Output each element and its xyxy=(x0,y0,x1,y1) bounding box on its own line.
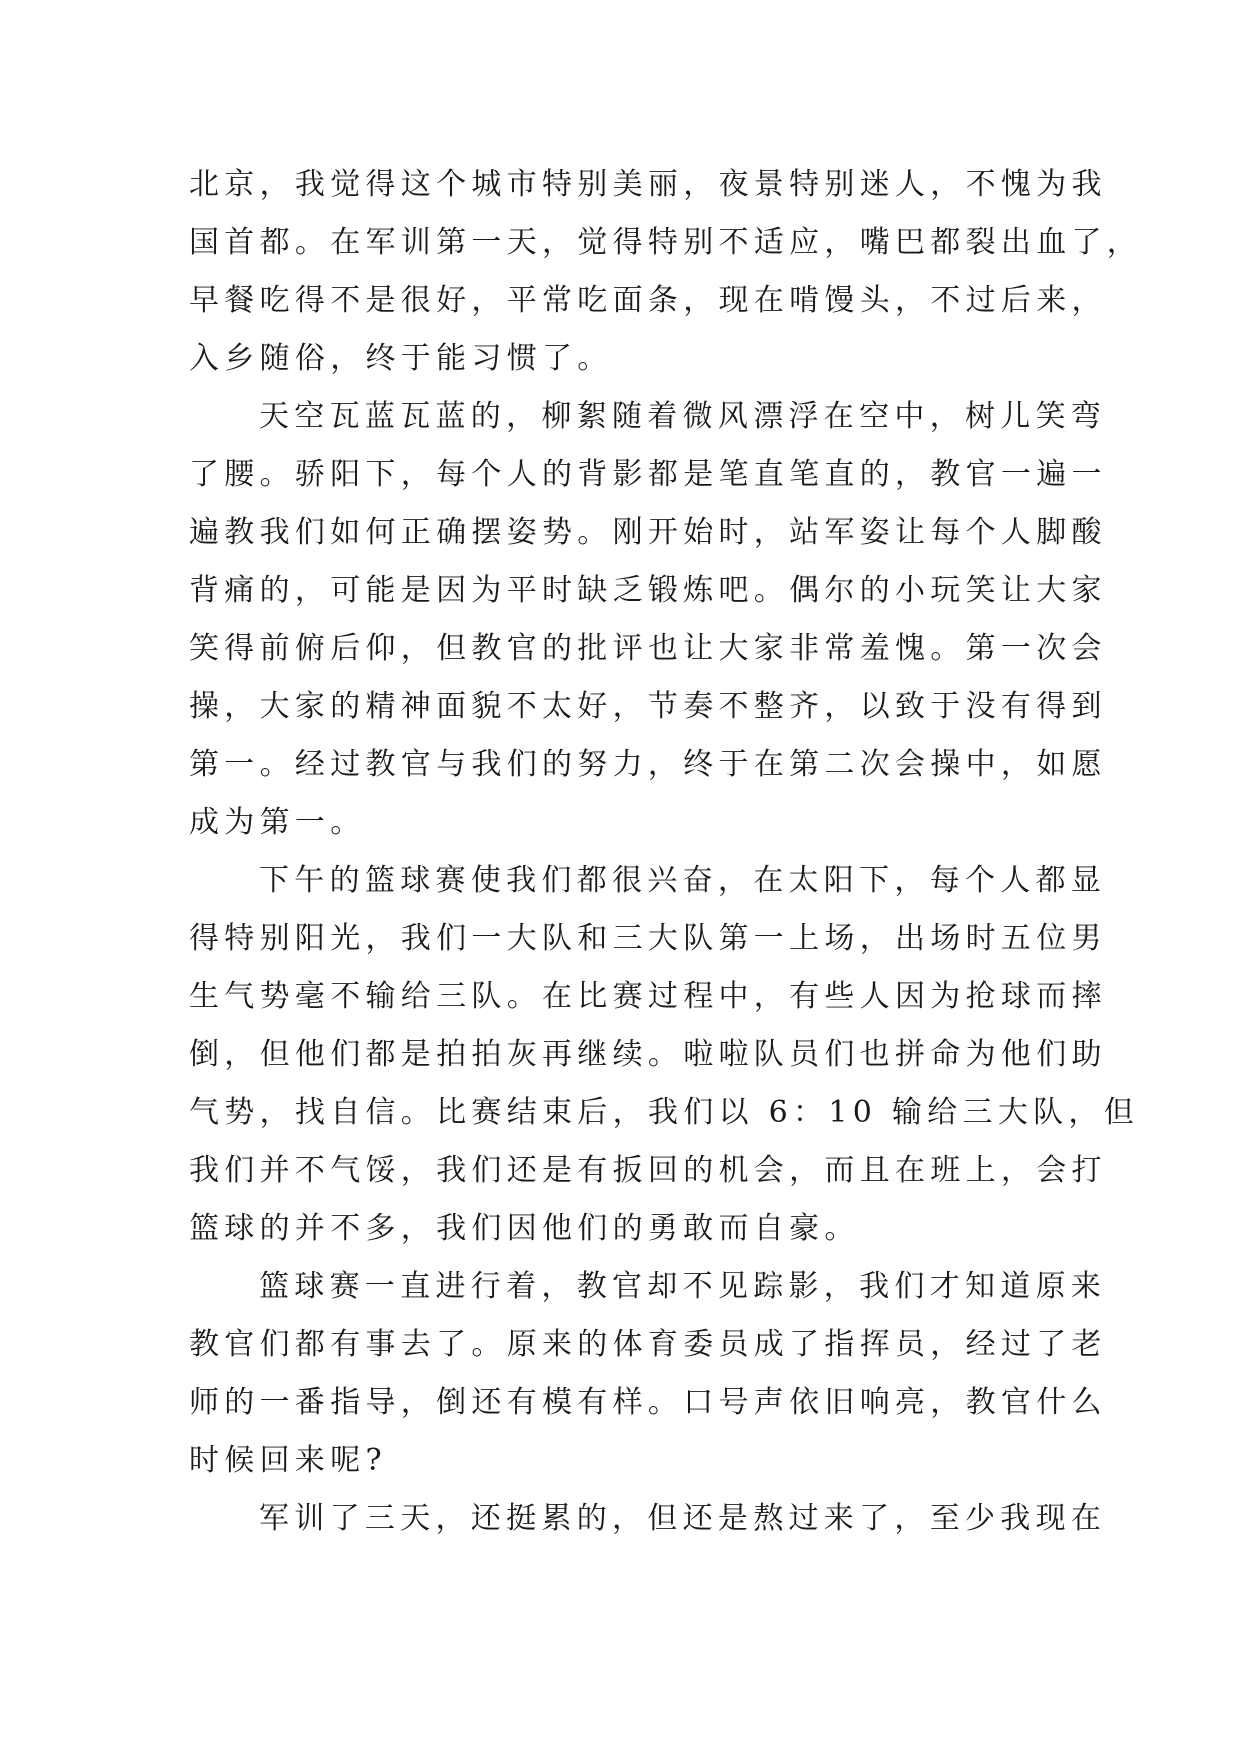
text-line: 了腰。骄阳下，每个人的背影都是笔直笔直的，教官一遍一 xyxy=(189,457,1107,492)
text-line: 生气势毫不输给三队。在比赛过程中，有些人因为抢球而摔 xyxy=(189,979,1107,1014)
text-line: 天空瓦蓝瓦蓝的，柳絮随着微风漂浮在空中，树儿笑弯 xyxy=(259,399,1107,434)
paragraph xyxy=(189,852,1140,1258)
text-line: 背痛的，可能是因为平时缺乏锻炼吧。偶尔的小玩笑让大家 xyxy=(189,573,1107,608)
text-line: 北京，我觉得这个城市特别美丽，夜景特别迷人，不愧为我 xyxy=(189,167,1107,202)
text-line: 教官们都有事去了。原来的体育委员成了指挥员，经过了老 xyxy=(189,1327,1107,1362)
text-line: 篮球赛一直进行着，教官却不见踪影，我们才知道原来 xyxy=(259,1269,1107,1304)
paragraph xyxy=(189,388,1107,852)
text-line: 时候回来呢? xyxy=(189,1443,387,1478)
paragraph xyxy=(189,1258,1107,1490)
text-line: 第一。经过教官与我们的努力，终于在第二次会操中，如愿 xyxy=(189,747,1107,782)
text-line: 入乡随俗，终于能习惯了。 xyxy=(189,341,613,376)
text-line: 成为第一。 xyxy=(189,805,366,840)
paragraph xyxy=(189,1490,1107,1548)
body-text xyxy=(189,156,1143,1548)
text-line: 气势，找自信。比赛结束后，我们以 6：10 输给三大队，但 xyxy=(189,1095,1140,1130)
text-line: 操，大家的精神面貌不太好，节奏不整齐，以致于没有得到 xyxy=(189,689,1107,724)
text-line: 军训了三天，还挺累的，但还是熬过来了，至少我现在 xyxy=(259,1501,1107,1536)
text-line: 篮球的并不多，我们因他们的勇敢而自豪。 xyxy=(189,1211,860,1246)
text-line: 早餐吃得不是很好，平常吃面条，现在啃馒头，不过后来， xyxy=(189,283,1107,318)
text-line: 我们并不气馁，我们还是有扳回的机会，而且在班上，会打 xyxy=(189,1153,1107,1188)
text-line: 倒，但他们都是拍拍灰再继续。啦啦队员们也拼命为他们助 xyxy=(189,1037,1107,1072)
text-line: 遍教我们如何正确摆姿势。刚开始时，站军姿让每个人脚酸 xyxy=(189,515,1107,550)
text-line: 笑得前俯后仰，但教官的批评也让大家非常羞愧。第一次会 xyxy=(189,631,1107,666)
text-line: 得特别阳光，我们一大队和三大队第一上场，出场时五位男 xyxy=(189,921,1107,956)
text-line: 国首都。在军训第一天，觉得特别不适应，嘴巴都裂出血了， xyxy=(189,225,1143,260)
text-line: 下午的篮球赛使我们都很兴奋，在太阳下，每个人都显 xyxy=(259,863,1107,898)
paragraph xyxy=(189,156,1143,388)
text-line: 师的一番指导，倒还有模有样。口号声依旧响亮，教官什么 xyxy=(189,1385,1107,1420)
